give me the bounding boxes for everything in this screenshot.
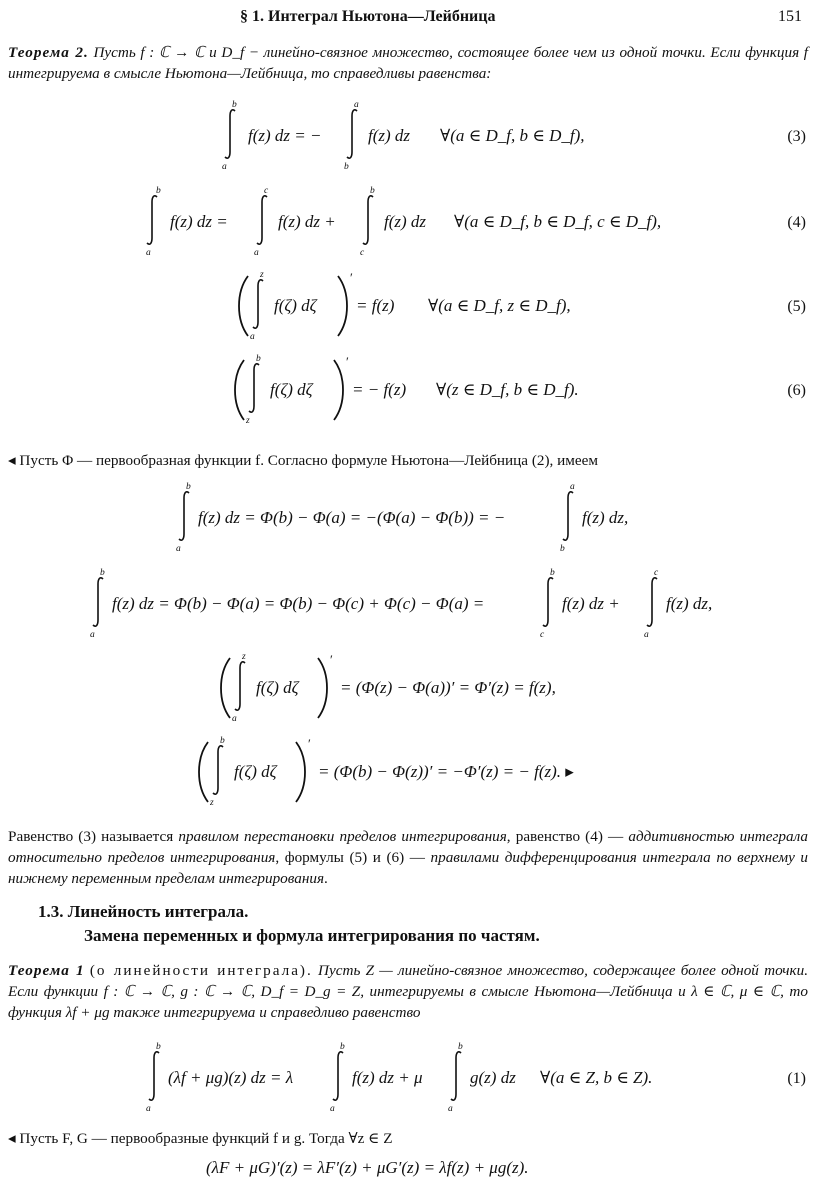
upper-limit: c [654, 568, 659, 578]
upper-limit: b [100, 568, 105, 578]
prime-mark: ′ [346, 354, 349, 369]
eq5-number: (5) [787, 298, 806, 315]
upper-limit: b [156, 1042, 161, 1052]
eq3-condition: ∀(a ∈ D_f, b ∈ D_f), [440, 126, 585, 145]
remark-text: и [794, 849, 809, 866]
lower-limit: a [644, 630, 649, 640]
eq6-condition: ∀(z ∈ D_f, b ∈ D_f). [436, 380, 579, 399]
eq4-condition: ∀(a ∈ D_f, b ∈ D_f, c ∈ D_f), [454, 212, 662, 231]
eq1-lhs: (λf + μg)(z) dz = λ [168, 1068, 294, 1087]
remark-text: Равенство (3) называется [8, 828, 179, 845]
remark-text: . [324, 870, 328, 887]
eq1-number: (1) [787, 1070, 806, 1087]
prime-mark: ′ [350, 270, 353, 285]
integral-sign [144, 194, 160, 246]
integral-sign [222, 108, 238, 160]
remark-text: , равенство (4) — [506, 828, 629, 845]
remark-paragraph [8, 826, 808, 889]
lower-limit: z [246, 416, 250, 426]
upper-limit: b [220, 736, 225, 746]
integral-sign [448, 1050, 464, 1102]
proof-1-line-2-lhs: f(z) dz = Φ(b) − Φ(a) = Φ(b) − Φ(c) + Φ(c) − Φ(a) = [112, 594, 485, 613]
proof-2-formula: (λF + μG)′(z) = λF′(z) + μG′(z) = λf(z) + μg(z). [206, 1158, 529, 1177]
eq1-rhs: g(z) dz [470, 1068, 516, 1087]
upper-limit: c [264, 186, 269, 196]
eq3-lhs: f(z) dz = − [248, 126, 322, 145]
proof-1-line-2 [0, 566, 816, 646]
lower-limit: a [232, 714, 237, 724]
lower-limit: a [176, 544, 181, 554]
integral-sign [246, 362, 262, 414]
eq3-rhs: f(z) dz [368, 126, 411, 145]
remark-term: нижнему переменным пределам интегрирования [8, 870, 325, 887]
upper-limit: b [550, 568, 555, 578]
proof-1-line-2-rhs: f(z) dz, [666, 594, 713, 613]
integral-sign [644, 576, 660, 628]
proof-1-line-1 [0, 480, 816, 560]
prime-mark: ′ [330, 652, 333, 667]
theorem-2-label: Теорема 2. [8, 44, 89, 61]
lower-limit: a [146, 248, 151, 258]
integral-sign [146, 1050, 162, 1102]
page-number: 151 [778, 8, 802, 25]
integral-sign [330, 1050, 346, 1102]
upper-limit: b [340, 1042, 345, 1052]
theorem-1 [8, 960, 808, 1023]
lower-limit: b [344, 162, 349, 172]
integral-sign [344, 108, 360, 160]
equation-3 [0, 98, 816, 178]
equation-6 [0, 352, 816, 432]
left-paren [232, 274, 252, 338]
integral-sign [360, 194, 376, 246]
eq6-rhs: = − f(z) [352, 380, 407, 399]
integral-sign [210, 744, 226, 796]
theorem-1-text: Пусть Z — линейно-связное множество, содержащее более одной точки. Если функции f : ℂ → ℂ, g : ℂ → ℂ, D_f = D_g = Z, интегрируемы в смысле Ньютона—Лейбница и λ ∈ ℂ, μ ∈ ℂ, то функция λf + μg также интегрируема и справедливо равенство [8, 962, 809, 1021]
lower-limit: c [540, 630, 545, 640]
proof-1-line-2-mid: f(z) dz + [562, 594, 620, 613]
eq6-number: (6) [787, 382, 806, 399]
integral-sign [232, 660, 248, 712]
eq5-condition: ∀(a ∈ D_f, z ∈ D_f), [428, 296, 571, 315]
theorem-2-text: Пусть f : ℂ → ℂ и D_f − линейно-связное множество, состоящее более чем из одной точки. Если функция f интегрируема в смысле Ньютона—Лейбница, то справедливы равенства: [8, 44, 808, 82]
running-header: § 1. Интеграл Ньютона—Лейбница [240, 8, 496, 25]
upper-limit: a [354, 100, 359, 110]
prime-mark: ′ [308, 736, 311, 751]
proof-1-line-1-lhs: f(z) dz = Φ(b) − Φ(a) = −(Φ(a) − Φ(b)) = − [198, 508, 506, 527]
remark-text: , формулы (5) и (6) — [275, 849, 431, 866]
lower-limit: a [254, 248, 259, 258]
lower-limit: c [360, 248, 365, 258]
proof-1-line-4-rhs: = (Φ(b) − Φ(z))′ = −Φ′(z) = − f(z). ▸ [318, 762, 574, 781]
eq5-inner: f(ζ) dζ [274, 296, 317, 315]
eq3-number: (3) [787, 128, 806, 145]
integral-sign [560, 490, 576, 542]
equation-4 [0, 184, 816, 264]
upper-limit: a [570, 482, 575, 492]
proof-2-intro: ◂ Пусть F, G — первообразные функций f и g. Тогда ∀z ∈ Z [8, 1130, 393, 1147]
remark-term: аддитивностью интеграла относительно пределов интегрирования [8, 828, 808, 866]
upper-limit: b [232, 100, 237, 110]
proof-1-line-3 [0, 650, 816, 730]
proof-1-line-4 [0, 734, 816, 814]
upper-limit: z [260, 270, 264, 280]
remark-term: правилом перестановки пределов интегрирования [178, 828, 507, 845]
proof-1-intro: ◂ Пусть Φ — первообразная функции f. Согласно формуле Ньютона—Лейбница (2), имеем [8, 452, 598, 469]
lower-limit: z [210, 798, 214, 808]
eq4-rhs: f(z) dz [384, 212, 427, 231]
proof-1-line-1-rhs: f(z) dz, [582, 508, 629, 527]
theorem-2 [8, 42, 808, 84]
integral-sign [176, 490, 192, 542]
eq6-inner: f(ζ) dζ [270, 380, 313, 399]
proof-1-line-4-inner: f(ζ) dζ [234, 762, 277, 781]
section-heading-line-2: Замена переменных и формула интегрирования по частям. [84, 926, 540, 945]
eq5-rhs: = f(z) [356, 296, 395, 315]
upper-limit: b [256, 354, 261, 364]
eq4-lhs: f(z) dz = [170, 212, 228, 231]
proof-1-line-3-inner: f(ζ) dζ [256, 678, 299, 697]
eq1-condition: ∀(a ∈ Z, b ∈ Z). [540, 1068, 653, 1087]
integral-sign [250, 278, 266, 330]
eq4-number: (4) [787, 214, 806, 231]
left-paren [214, 656, 234, 720]
lower-limit: a [90, 630, 95, 640]
left-paren [228, 358, 248, 422]
integral-sign [90, 576, 106, 628]
lower-limit: a [222, 162, 227, 172]
equation-1 [0, 1040, 816, 1120]
upper-limit: b [370, 186, 375, 196]
equation-5 [0, 268, 816, 348]
remark-term: правилами дифференцирования интеграла по верхнему [430, 849, 795, 866]
eq4-mid: f(z) dz + [278, 212, 336, 231]
upper-limit: z [242, 652, 246, 662]
theorem-1-label: Теорема 1 [8, 962, 85, 979]
upper-limit: b [186, 482, 191, 492]
section-heading-line-1: 1.3. Линейность интеграла. [38, 902, 249, 921]
integral-sign [254, 194, 270, 246]
lower-limit: a [448, 1104, 453, 1114]
lower-limit: a [250, 332, 255, 342]
lower-limit: b [560, 544, 565, 554]
theorem-1-title: (о линейности интеграла). [89, 962, 313, 979]
upper-limit: b [156, 186, 161, 196]
left-paren [192, 740, 212, 804]
lower-limit: a [146, 1104, 151, 1114]
proof-1-line-3-rhs: = (Φ(z) − Φ(a))′ = Φ′(z) = f(z), [340, 678, 556, 697]
integral-sign [540, 576, 556, 628]
upper-limit: b [458, 1042, 463, 1052]
eq1-mid: f(z) dz + μ [352, 1068, 423, 1087]
lower-limit: a [330, 1104, 335, 1114]
